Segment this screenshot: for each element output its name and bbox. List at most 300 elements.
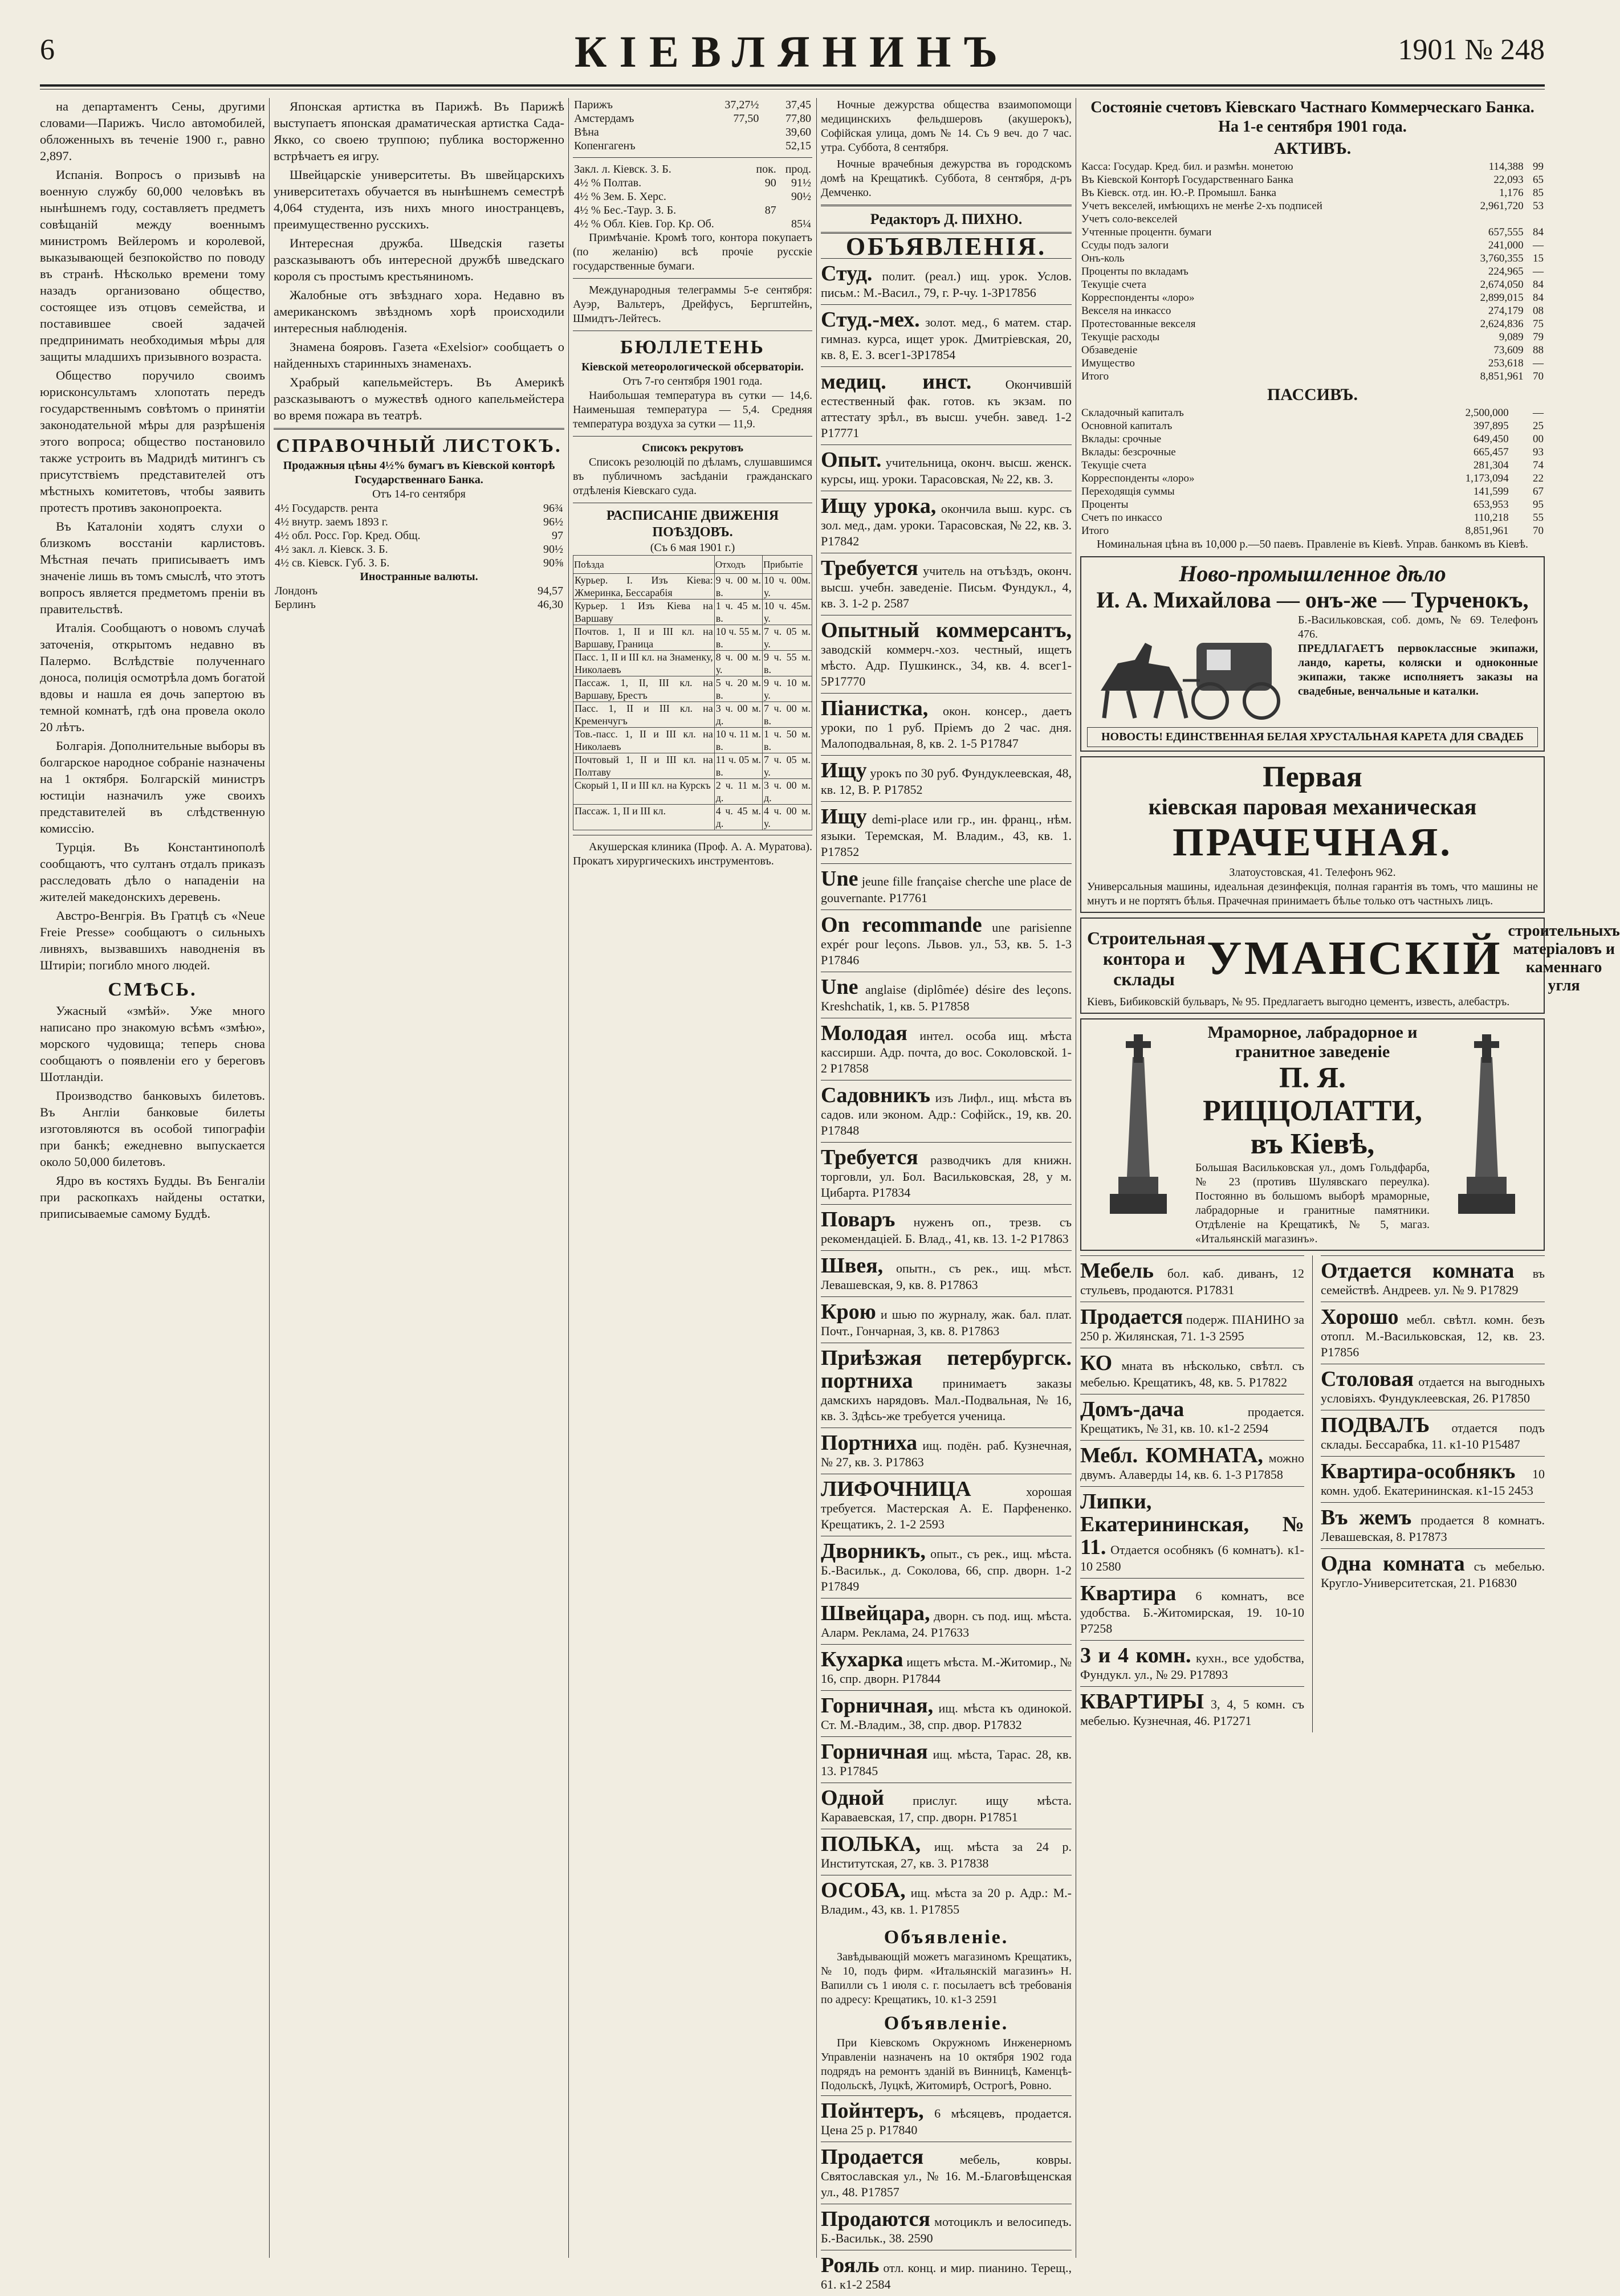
amount-kopecks: 99 xyxy=(1533,161,1544,173)
amount-kopecks: 84 xyxy=(1533,226,1544,238)
market-bid xyxy=(692,139,760,153)
table-row xyxy=(1080,317,1545,331)
classified-ad xyxy=(1080,1640,1304,1686)
security-name: 4½ св. Кіевск. Губ. З. Б. xyxy=(275,557,390,569)
item-name: Корреспонденты «лоро» xyxy=(1081,472,1195,484)
ad-text: урокъ по 30 руб. Фундуклеевская, 48, кв. 12, В. Р. Р17852 xyxy=(821,766,1072,797)
table-row xyxy=(573,98,812,112)
train-arrival: 4 ч. 00 м. у. xyxy=(763,805,812,830)
amount-kopecks: 95 xyxy=(1533,499,1544,511)
carriage-ad-head: Ново-промышленное дѣло xyxy=(1179,561,1446,586)
ad-text: окон. консер., даетъ уроки, по 1 руб. Пріемъ до 2 час. дня. Малоподвальная, 8, кв. 2. 1-5 Р17847 xyxy=(821,704,1072,751)
train-route: Пасс. 1, II и III кл. на Знаменку, Николаевъ xyxy=(573,651,715,676)
reference-title: СПРАВОЧНЫЙ ЛИСТОКЪ. xyxy=(276,435,562,456)
market-bid: 77,50 xyxy=(733,112,759,125)
amount-kopecks: 93 xyxy=(1533,446,1544,458)
train-departure: 11 ч. 05 м. в. xyxy=(714,753,762,779)
classified-ad xyxy=(821,2250,1072,2296)
table-row xyxy=(1080,419,1545,433)
ad-keyword: Рояль xyxy=(821,2253,880,2277)
column-divider xyxy=(269,98,270,2258)
marble-text: Большая Васильковская ул., домъ Гольдфарба, № 23 (противъ Шулявскаго переулка). Постоянно въ большомъ выборѣ мраморные, лабрадорные и гранитные памятники. Отдѣленіе на Крещатикѣ, № 5, магаз. «Итальянскій магазинъ». xyxy=(1195,1161,1430,1245)
amount-kopecks: 08 xyxy=(1533,305,1544,317)
amount-kopecks: 22 xyxy=(1533,472,1544,484)
ad-keyword: КО xyxy=(1080,1351,1113,1375)
classified-ad xyxy=(821,1644,1072,1690)
amount-kopecks: 85 xyxy=(1533,187,1544,199)
train-route: Почтовый 1, II и III кл. на Полтаву xyxy=(573,753,715,779)
column-miscellany xyxy=(274,98,564,2258)
ad-text: ищ. мѣста, Тарас. 28, кв. 13. Р17845 xyxy=(821,1747,1072,1778)
ad-keyword: Одной xyxy=(821,1786,885,1810)
market-ask: 37,45 xyxy=(785,99,811,111)
ad-text: окончила выш. курс. съ зол. мед., дам. уроки. Тарасовская, № 22, кв. 3. Р17842 xyxy=(821,501,1072,548)
ad-text: дворн. съ под. ищ. мѣста. Аларм. Реклама, 24. Р17633 xyxy=(821,1609,1072,1640)
classified-ad xyxy=(821,2204,1072,2250)
train-departure: 3 ч. 00 м. д. xyxy=(714,702,762,728)
train-schedule xyxy=(573,555,812,830)
item-name: Обзаведеніе xyxy=(1081,344,1138,356)
item-name: Итого xyxy=(1081,370,1109,382)
column-classifieds xyxy=(821,98,1072,2291)
table-row xyxy=(573,203,812,217)
table-row xyxy=(1080,239,1545,252)
column-divider xyxy=(1312,1255,1313,1732)
table-row xyxy=(573,702,812,728)
news-paragraph: Австро-Венгрія. Въ Гратцѣ съ «Neue Freie Presse» сообщаютъ о сильныхъ ливняхъ, вызвавшихъ наводненія въ Штиріи; погибло много людей. xyxy=(40,908,265,972)
ad-text: мебл. свѣтл. комн. безъ отопл. М.-Васильковская, 12, кв. 23. Р17856 xyxy=(1321,1312,1545,1359)
train-route: Пасс. 1, II и III кл. на Кременчугъ xyxy=(573,702,715,728)
table-row xyxy=(573,651,812,676)
news-paragraph: Въ Каталоніи ходятъ слухи о близкомъ восстаніи карлистовъ. Мѣстная печать приписываетъ имъ значеніе лишь въ томъ смыслѣ, что этотъ вопросъ является предметомъ преніи въ правительствѣ. xyxy=(40,519,265,616)
marble-head: Мраморное, лабрадорное и гранитное заведеніе xyxy=(1207,1023,1418,1061)
train-departure: 8 ч. 00 м. у. xyxy=(714,651,762,676)
carriage-ad-text: ПРЕДЛАГАЕТЪ первоклассные экипажи, ландо, кареты, коляски и одноконные экипажи, также исполняетъ заказы на свадебные, венчальные и каталки. xyxy=(1298,642,1538,698)
amount-rubles: 8,851,961 xyxy=(1465,525,1509,537)
mix-paragraph: Интересная дружба. Шведскія газеты разсказываютъ объ интересной дружбѣ шведскаго короля съ простымъ крестьяниномъ. xyxy=(274,236,564,283)
item-name: Вклады: срочные xyxy=(1081,433,1162,445)
ad-text: продается. Крещатикъ, № 31, кв. 10. к1-2 2594 xyxy=(1080,1405,1304,1435)
classified-ad xyxy=(821,755,1072,801)
ad-text: jeune fille française cherche une place de gouvernante. Р17761 xyxy=(821,874,1072,905)
security-name: 4½ внутр. заемъ 1893 г. xyxy=(275,516,388,528)
classified-ads-list xyxy=(821,2095,1072,2296)
newspaper-page xyxy=(40,23,1620,2291)
amount-kopecks: 70 xyxy=(1533,370,1544,382)
market-ask: 77,80 xyxy=(785,112,811,125)
amount-kopecks: — xyxy=(1533,239,1544,251)
ad-text: мната въ нѣсколько, свѣтл. съ мебелью. Крещатикъ, 48, кв. 5. Р17822 xyxy=(1080,1359,1305,1389)
classified-ad xyxy=(821,1296,1072,1343)
ad-text: учительница, оконч. высш. женск. курсы, ищ. уроки. Тарасовская, № 22, кв. 3. xyxy=(821,455,1072,486)
ad-keyword: Приѣзжая петербургск. портниха xyxy=(821,1346,1072,1393)
table-row xyxy=(573,600,812,625)
amount-rubles: 141,599 xyxy=(1473,486,1509,497)
train-arrival: 10 ч. 45м. у. xyxy=(763,600,812,625)
monument-icon xyxy=(1087,1023,1190,1217)
amount-rubles: 3,760,355 xyxy=(1480,252,1524,264)
market-table xyxy=(573,98,812,153)
train-arrival: 9 ч. 55 м. в. xyxy=(763,651,812,676)
column-header: Прибытіе xyxy=(763,556,812,574)
horse-carriage-icon xyxy=(1087,613,1292,727)
fund-name: 4½ % Полтав. xyxy=(574,177,642,189)
classified-ad xyxy=(821,1829,1072,1875)
amount-kopecks: 88 xyxy=(1533,344,1544,356)
ad-text: отл. конц. и мир. пианино. Терещ., 61. к1-2 2584 xyxy=(821,2261,1072,2291)
train-departure: 2 ч. 11 м. д. xyxy=(714,779,762,805)
fund-bid: пок. xyxy=(756,163,776,176)
table-row xyxy=(573,753,812,779)
amount-rubles: 281,304 xyxy=(1473,459,1509,471)
amount-rubles: 1,173,094 xyxy=(1465,472,1509,484)
ad-keyword: Горничная xyxy=(821,1740,928,1764)
mix-paragraph: Знамена бояровъ. Газета «Exelsior» сообщаетъ о найденныхъ старинныхъ знаменахъ. xyxy=(274,340,564,370)
item-name: Въ Кіевской Конторѣ Государственнаго Банка xyxy=(1081,174,1293,186)
amount-kopecks: 84 xyxy=(1533,279,1544,291)
ad-keyword: Отдается комната xyxy=(1321,1259,1515,1283)
ad-keyword: Въ жемъ xyxy=(1321,1506,1412,1530)
masthead-rule xyxy=(40,84,1545,87)
mix-paragraph: Ужасный «змѣй». Уже много написано про знакомую всѣмъ «змѣю», морского чудовища; теперь снова сообщаютъ о появленіи его у береговъ Шотландіи. xyxy=(40,1004,265,1084)
column-bank-and-display-ads xyxy=(1080,98,1620,2258)
item-name: Касса: Госудaр. Кред. бил. и размѣн. монетою xyxy=(1081,161,1293,173)
notice-text: Завѣдывающій можетъ магазиномъ Крещатикъ, № 10, подъ фирм. «Итальянскій магазинъ» Н. Вапилли съ 1 июля с. г. посылаетъ всѣ требованія по адресу: Крещатикъ, 10. к1-3 2591 xyxy=(821,1951,1072,2006)
fund-bid: 90 xyxy=(764,177,776,189)
table-row xyxy=(1080,406,1545,419)
table-row xyxy=(1080,472,1545,485)
news-paragraph: Испанія. Вопросъ о призывѣ на военную службу 60,000 человѣкъ въ нынѣшнемъ году, составляетъ предметъ совѣщаній между военнымъ министромъ Вейлеромъ и королевой, выказывающей безпокойство по поводу въ странѣ. Нѣсколько времени тому назадъ организовано общество, состоящее изъ отцовъ семейства, и поставившее своей задачей предпринимать необходимыя мѣры для защиты младшихъ призывного возраста. xyxy=(40,168,265,364)
table-row xyxy=(1080,304,1545,317)
amount-rubles: 8,851,961 xyxy=(1480,370,1524,382)
ad-text: отдается на выгодныхъ условіяхъ. Фундуклеевская, 26. Р17850 xyxy=(1321,1375,1545,1405)
laundry-name: ПРАЧЕЧНАЯ. xyxy=(1173,821,1452,864)
ad-keyword: Липки, Екатерининская, № 11. xyxy=(1080,1490,1304,1559)
ad-keyword: Квартира xyxy=(1080,1581,1177,1605)
security-price: 96½ xyxy=(543,516,563,528)
table-row xyxy=(1080,173,1545,186)
classified-ad xyxy=(821,1875,1072,1921)
market-bid xyxy=(692,125,760,139)
carriage-ad-address: Б.-Васильковская, соб. домъ, № 69. Телефонъ 476. xyxy=(1298,614,1538,641)
ad-keyword: Крою xyxy=(821,1300,876,1324)
fund-ask xyxy=(778,203,812,217)
list-text: Списокъ резолюцій по дѣламъ, слушавшимся въ публичномъ засѣданіи гражданскаго отдѣленія Кіевскаго суда. xyxy=(573,456,812,497)
amount-rubles: 253,618 xyxy=(1488,357,1524,369)
ad-text: и шью по журналу, жак. бал. плат. Почт., Гончарная, 3, кв. 8. Р17863 xyxy=(821,1307,1072,1338)
item-name: Вклады: безсрочные xyxy=(1081,446,1176,458)
table-row xyxy=(1080,278,1545,291)
security-price: 90½ xyxy=(543,543,563,556)
item-name: Проценты xyxy=(1081,499,1129,511)
ad-text: ищетъ мѣста. М.-Житомир., № 16, спр. дворн. Р17844 xyxy=(821,1655,1072,1686)
train-arrival: 3 ч. 00 м. д. xyxy=(763,779,812,805)
fund-ask: прод. xyxy=(785,163,811,176)
carriage-ad-banner: НОВОСТЬ! ЕДИНСТВЕННАЯ БЕЛАЯ ХРУСТАЛЬНАЯ КАРЕТА ДЛЯ СВАДЕБ xyxy=(1087,727,1538,747)
train-route: Курьер. I. Изъ Кіева: Жмеринка, Бессарабія xyxy=(573,574,715,600)
currency-rate: 46,30 xyxy=(538,598,563,611)
classified-ad xyxy=(821,258,1072,304)
ad-keyword: Студ.-мех. xyxy=(821,308,920,332)
table-row xyxy=(1080,370,1545,383)
amount-rubles xyxy=(1455,213,1525,226)
table-row xyxy=(1080,160,1545,173)
fund-bid xyxy=(750,190,778,203)
amount-kopecks: — xyxy=(1533,266,1544,278)
classified-ad xyxy=(821,910,1072,972)
ad-keyword: Садовникъ xyxy=(821,1083,931,1107)
item-name: Основной капиталъ xyxy=(1081,420,1173,432)
market-ask: 39,60 xyxy=(785,126,811,138)
amount-rubles: 2,674,050 xyxy=(1480,279,1524,291)
classified-ad xyxy=(821,366,1072,444)
table-row xyxy=(274,598,564,611)
train-departure: 10 ч. 55 м. в. xyxy=(714,625,762,651)
classified-ad xyxy=(1080,1255,1304,1302)
liabilities-title: ПАССИВЪ. xyxy=(1267,385,1358,404)
ad-keyword: ЛИФОЧНИЦА xyxy=(821,1477,971,1501)
ad-text: принимаетъ заказы дамскихъ нарядовъ. Мал.-Подвальная, № 16, кв. 3. Здѣсь-же требуется ученица. xyxy=(821,1376,1072,1423)
train-route: Почтов. 1, II и III кл. на Варшаву, Граница xyxy=(573,625,715,651)
ad-keyword: ОСОБА, xyxy=(821,1878,906,1902)
uman-text: Кіевъ, Бибиковскій бульваръ, № 95. Предлагаетъ выгодно цементъ, известь, алебастръ. xyxy=(1087,996,1510,1008)
amount-kopecks: 84 xyxy=(1533,292,1544,304)
amount-rubles: 73,609 xyxy=(1493,344,1524,356)
fund-ask: 91½ xyxy=(791,177,811,189)
divider xyxy=(573,278,812,279)
ad-text: интел. особа ищ. мѣста кассирши. Адр. почта, до вос. Соколовской. 1-2 Р17858 xyxy=(821,1029,1072,1075)
uman-right: строительныхъ матеріаловъ и каменнаго угля xyxy=(1508,922,1620,994)
ad-keyword: Требуется xyxy=(821,1145,918,1169)
ad-text: мотоциклъ и велосипедъ. Б.-Васильк., 38. 2590 xyxy=(821,2215,1072,2245)
market-ask: 52,15 xyxy=(785,140,811,152)
train-route: Скорый 1, II и III кл. на Курскъ xyxy=(573,779,715,805)
ad-keyword: Поваръ xyxy=(821,1208,896,1231)
page-number: 6 xyxy=(40,34,55,66)
classified-ad xyxy=(821,1783,1072,1829)
classified-ad xyxy=(821,1536,1072,1598)
table-row xyxy=(573,190,812,203)
ad-text: золот. мед., 6 матем. стар. гимназ. курса, ищет урок. Дмитріевская, 20, кв. 8, Е. З. всег1-3Р17854 xyxy=(821,315,1072,362)
amount-kopecks: 74 xyxy=(1533,459,1544,471)
amount-rubles: 2,961,720 xyxy=(1480,200,1524,212)
ad-text: demi-place или гр., ин. франц., нѣм. языки. Теремская, М. Владим., 43, кв. 1. Р17852 xyxy=(821,812,1072,859)
funds-table xyxy=(573,162,812,231)
schedule-title: РАСПИСАНІЕ ДВИЖЕНІЯ ПОѢЗДОВЪ. xyxy=(606,508,779,540)
classified-ad xyxy=(1080,1686,1304,1732)
table-row xyxy=(1080,357,1545,370)
notice-title: Объявленіе. xyxy=(884,2013,1009,2034)
laundry-address: Златоустовская, 41. Телефонъ 962. xyxy=(1229,866,1396,879)
laundry-head-1: Первая xyxy=(1263,761,1362,793)
amount-rubles: 2,624,836 xyxy=(1480,318,1524,330)
ad-text: заводскій коммерч.-хоз. честный, ищетъ мѣсто. Адр. Пушкинск., 34, кв. 4. всег1-5Р17770 xyxy=(821,642,1072,688)
exchange-title: Иностранные валюты. xyxy=(360,570,478,583)
uman-ad xyxy=(1080,917,1620,1014)
column-header: Отходъ xyxy=(714,556,762,574)
classified-ad xyxy=(821,1204,1072,1250)
list-title: Списокъ рекрутовъ xyxy=(642,442,743,454)
table-row xyxy=(1080,459,1545,472)
ad-keyword: Ищу xyxy=(821,805,867,829)
bank-note: Номинальная цѣна въ 10,000 р.—50 паевъ. Правленіе въ Кіевѣ. Управ. банкомъ въ Кіевѣ. xyxy=(1097,538,1528,550)
notice-title: Объявленіе. xyxy=(884,1927,1009,1948)
ad-keyword: Портниха xyxy=(821,1431,918,1455)
ad-text: изъ Лифл., ищ. мѣста въ садов. или эконом. Адр.: Софійск., 19, кв. 20. Р17848 xyxy=(821,1091,1072,1137)
table-row xyxy=(1080,344,1545,357)
table-row xyxy=(1080,199,1545,213)
fund-name: 4½ % Обл. Кіев. Гор. Кр. Об. xyxy=(574,218,714,230)
ad-keyword: Ищу урока, xyxy=(821,494,937,518)
train-departure: 1 ч. 45 м. в. xyxy=(714,600,762,625)
ad-text: съ мебелью. Кругло-Университетская, 21. Р16830 xyxy=(1321,1559,1545,1590)
ad-text: учитель на отъѣздъ, оконч. высш. учебн. заведеніе. Письм. Фундукл., 4, кв. 3. 1-2 р. 2587 xyxy=(821,564,1072,610)
fund-bid xyxy=(750,217,778,231)
amount-rubles: 1,176 xyxy=(1499,187,1524,199)
ad-text: опыт., съ рек., ищ. мѣста. Б.-Васильк., д. Соколова, 66, спр. дворн. 1-2 Р17849 xyxy=(821,1547,1072,1593)
marble-name: П. Я. РИЦЦОЛАТТИ, въ Кіевѣ, xyxy=(1203,1062,1422,1160)
ad-keyword: Ищу xyxy=(821,758,867,782)
ad-text: подерж. ПІАНИНО за 250 р. Жилянская, 71. 1-3 2595 xyxy=(1080,1312,1305,1343)
market-city: Вѣна xyxy=(574,126,599,138)
reference-table xyxy=(274,501,564,570)
telegrams-text: Международныя телеграммы 5-е сентября: Ауэр, Вальтеръ, Дрейфусъ, Бергштейнъ, Шмидтъ-Лейтесъ. xyxy=(573,284,812,325)
amount-rubles: 224,965 xyxy=(1488,266,1524,278)
amount-kopecks xyxy=(1525,213,1545,226)
table-row xyxy=(274,515,564,529)
item-name: Текущіе счета xyxy=(1081,279,1146,291)
classified-ad xyxy=(821,1250,1072,1296)
mix-paragraph: Швейцарскіе университеты. Въ швейцарскихъ университетахъ обучается въ нынѣшнемъ семестрѣ 4,064 студента, изъ нихъ много иностранцевъ, преимущественно русскихъ. xyxy=(274,168,564,231)
bulletin-subtitle: Кіевской метеорологической обсерваторіи. xyxy=(581,361,804,373)
classified-ad xyxy=(821,1736,1072,1783)
item-name: Учтенные процентн. бумаги xyxy=(1081,226,1212,238)
ad-text: anglaise (diplômée) désire des leçons. Kreshchatik, 1, кв. 5. Р17858 xyxy=(821,982,1072,1013)
item-name: Переходящія суммы xyxy=(1081,486,1175,497)
table-row xyxy=(274,584,564,598)
ad-text: мебель, ковры. Святославская ул., № 16. М.-Благовѣщенская ул., 48. Р17857 xyxy=(821,2152,1072,2199)
ad-text: отдается подъ склады. Бессарабка, 11. к1-10 Р15487 xyxy=(1321,1421,1545,1451)
ad-text: 6 комнатъ, все удобства. Б.-Житомирская, 19. 10-10 Р7258 xyxy=(1080,1589,1304,1636)
ad-keyword: Мебель xyxy=(1080,1259,1154,1283)
ad-keyword: Столовая xyxy=(1321,1367,1414,1391)
ad-text: бол. каб. диванъ, 12 стульевъ, продаются. Р17831 xyxy=(1080,1266,1304,1297)
ad-keyword: 3 и 4 комн. xyxy=(1080,1644,1191,1667)
ad-keyword: Одна комната xyxy=(1321,1552,1465,1576)
table-row xyxy=(573,676,812,702)
amount-rubles: 649,450 xyxy=(1473,433,1509,445)
column-bulletin xyxy=(573,98,812,2258)
classified-ad xyxy=(1321,1364,1545,1410)
fund-bid: 87 xyxy=(764,204,776,217)
ad-text: ищ. мѣста за 20 р. Адр.: М.-Владим., 43, кв. 1. Р17855 xyxy=(821,1886,1072,1916)
train-departure: 4 ч. 45 м. д. xyxy=(714,805,762,830)
mix-paragraph: Храбрый капельмейстеръ. Въ Америкѣ разсказываютъ о мужествѣ одного капельмейстера во время пожара въ театрѣ. xyxy=(274,375,564,422)
ad-keyword: КВАРТИРЫ xyxy=(1080,1690,1204,1714)
security-name: 4½ закл. л. Кіевск. З. Б. xyxy=(275,543,388,556)
ads-title: ОБЪЯВЛЕНІЯ. xyxy=(845,233,1047,260)
item-name: Ссуды подъ залоги xyxy=(1081,239,1169,251)
news-paragraph: Турція. Въ Константинополѣ сообщаютъ, что султанъ отдалъ приказъ расследовать дѣло о нападеніи на жителей македонскихъ деревень. xyxy=(40,840,265,904)
classified-ad xyxy=(821,1018,1072,1080)
classified-ad xyxy=(1321,1548,1545,1594)
item-name: Складочный капиталъ xyxy=(1081,407,1184,419)
item-name: Векселя на инкассо xyxy=(1081,305,1171,317)
security-price: 97 xyxy=(552,529,563,542)
ad-keyword: Une xyxy=(821,867,858,891)
classified-ad xyxy=(821,1343,1072,1428)
table-row xyxy=(274,543,564,556)
classified-ad xyxy=(821,304,1072,366)
ad-keyword: ПОЛЬКА, xyxy=(821,1832,921,1856)
classified-ad xyxy=(1080,1578,1304,1640)
table-row xyxy=(1080,433,1545,446)
ad-text: опытн., съ рек., ищ. мѣст. Левашевская, 9, кв. 8. Р17863 xyxy=(821,1261,1072,1292)
train-arrival: 10 ч. 00м. у. xyxy=(763,574,812,600)
item-name: Текущіе счета xyxy=(1081,459,1146,471)
train-route: Пассаж. 1, II, III кл. на Варшаву, Брестъ xyxy=(573,676,715,702)
ad-text: въ семействѣ. Андреев. ул. № 9. Р17829 xyxy=(1321,1266,1545,1297)
train-departure: 10 ч. 11 м. в. xyxy=(714,728,762,753)
ad-keyword: Студ. xyxy=(821,262,873,286)
ad-keyword: Пойнтеръ, xyxy=(821,2099,924,2123)
table-row xyxy=(1080,485,1545,498)
classified-ad xyxy=(1321,1302,1545,1364)
amount-kopecks: 00 xyxy=(1533,433,1544,445)
classified-ad xyxy=(821,1428,1072,1474)
table-header-row xyxy=(573,556,812,574)
ad-keyword: Молодая xyxy=(821,1021,907,1045)
security-price: 96¾ xyxy=(543,502,563,515)
table-row xyxy=(1080,498,1545,511)
mix-paragraph: Жалобные отъ звѣзднаго хора. Недавно въ американскомъ звѣздномъ хорѣ происходили интересныя наблюденія. xyxy=(274,288,564,335)
ad-keyword: Домъ-дача xyxy=(1080,1397,1185,1421)
train-route: Тов.-пасс. 1, II и III кл. на Николаевъ xyxy=(573,728,715,753)
news-paragraph: Общество поручило своимъ юрисконсультамъ хлопотать передъ государственнымъ совѣтомъ о принятіи законодательной мѣры для разрѣшенія этого вопроса; общество постановило также устроить въ Мадридѣ митингъ съ присутствіемъ представителей отъ мѣстныхъ комитетовъ, чтобы заявить протестъ противъ законопроекта. xyxy=(40,368,265,515)
liabilities-table xyxy=(1080,406,1545,537)
uman-left: Строительная контора и склады xyxy=(1087,928,1206,989)
classified-ad xyxy=(1321,1410,1545,1456)
fund-ask: 90½ xyxy=(791,190,811,203)
item-name: Корреспонденты «лоро» xyxy=(1081,292,1195,304)
carriage-ad xyxy=(1080,556,1545,752)
section-title-mix: СМѢСЬ. xyxy=(108,979,197,1000)
amount-kopecks: — xyxy=(1533,357,1544,369)
newspaper-title: КІЕВЛЯНИНЪ xyxy=(574,27,1011,76)
duty-notice: Ночные дежурства общества взаимопомощи медицинскихъ фельдшеровъ (акушерокъ), Софійская улица, домъ № 14. Съ 9 веч. до 7 час. утра. Суббота, 8 сентября. xyxy=(821,99,1072,154)
classified-ad xyxy=(821,801,1072,863)
ad-text: Окончившій естественный фак. готов. къ экзам. по аттестату зрѣл., въ высш. учебн. завед. 1-2 Р17771 xyxy=(821,377,1072,440)
ad-keyword: Хорошо xyxy=(1321,1305,1399,1329)
table-row xyxy=(573,176,812,190)
ad-text: разводчикъ для книжн. торговли, ул. Бол. Васильковская, 28, у м. Цибарта. Р17834 xyxy=(821,1153,1072,1200)
classified-ad xyxy=(821,615,1072,693)
classified-ad xyxy=(821,2095,1072,2142)
table-row xyxy=(573,112,812,125)
classified-ad xyxy=(821,1080,1072,1142)
small-ads-right xyxy=(1321,1255,1545,1732)
fund-name: 4½ % Бес.-Таур. З. Б. xyxy=(574,204,677,217)
classified-ad xyxy=(821,1690,1072,1736)
amount-kopecks: 53 xyxy=(1533,200,1544,212)
classified-ad xyxy=(821,1142,1072,1204)
security-price: 90⅝ xyxy=(543,557,563,569)
ad-text: une parisienne expér pour leçons. Львов. ул., 53, кв. 5. 1-3 Р17846 xyxy=(821,920,1072,967)
classified-ad xyxy=(821,972,1072,1018)
table-row xyxy=(1080,511,1545,524)
ad-keyword: Кухарка xyxy=(821,1647,903,1671)
ad-keyword: Горничная, xyxy=(821,1694,934,1718)
